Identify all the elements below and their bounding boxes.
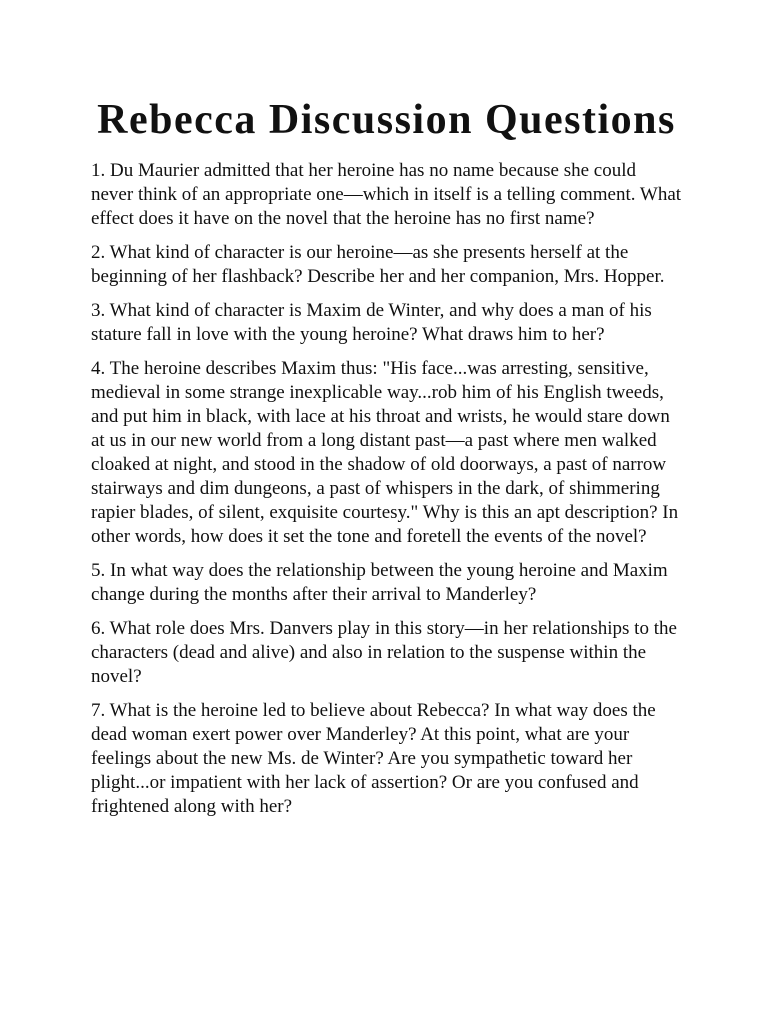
questions-list bbox=[91, 159, 682, 819]
question-1: 1. Du Maurier admitted that her heroine has no name because she could never think of an appropriate one—which in itself is a telling comment. What effect does it have on the novel that the heroine has no first name? bbox=[91, 160, 682, 229]
question-7: 7. What is the heroine led to believe about Rebecca? In what way does the dead woman exert power over Manderley? At this point, what are your feelings about the new Ms. de Winter? Are you sympathetic toward her plight...or impatient with her lack of assertion? Or are you confused and frightened along with her? bbox=[91, 700, 656, 817]
question-3: 3. What kind of character is Maxim de Winter, and why does a man of his stature fall in love with the young heroine? What draws him to her? bbox=[91, 300, 652, 345]
question-2: 2. What kind of character is our heroine—as she presents herself at the beginning of her flashback? Describe her and her companion, Mrs. Hopper. bbox=[91, 242, 665, 287]
document-title: Rebecca Discussion Questions bbox=[97, 97, 676, 143]
question-6: 6. What role does Mrs. Danvers play in this story—in her relationships to the characters (dead and alive) and also in relation to the suspense within the novel? bbox=[91, 618, 677, 687]
question-5: 5. In what way does the relationship between the young heroine and Maxim change during the months after their arrival to Manderley? bbox=[91, 560, 668, 605]
question-4: 4. The heroine describes Maxim thus: "His face...was arresting, sensitive, medieval in some strange inexplicable way...rob him of his English tweeds, and put him in black, with lace at his throat and wrists, he would stare down at us in our new world from a long distant past—a past where men walked cloaked at night, and stood in the shadow of old doorways, a past of narrow stairways and dim dungeons, a past of whispers in the dark, of shimmering rapier blades, of silent, exquisite courtesy." Why is this an apt description? In other words, how does it set the tone and foretell the events of the novel? bbox=[91, 358, 679, 547]
